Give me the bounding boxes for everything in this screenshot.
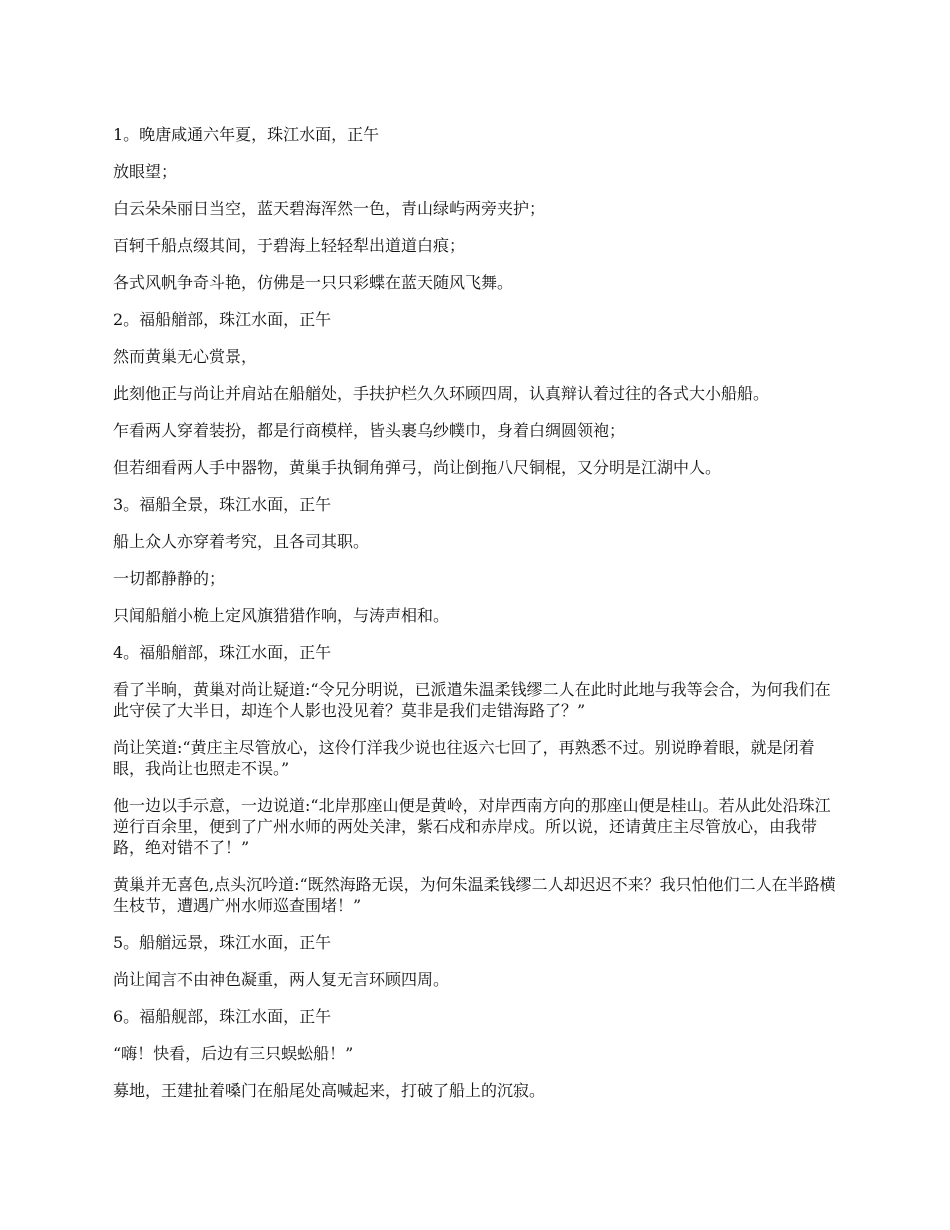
scene-heading: 2。福船艏部，珠江水面，正午 [113, 310, 332, 329]
paragraph: 看了半晌，黄巢对尚让疑道:“令兄分明说，已派遣朱温柔钱缪二人在此时此地与我等会合，为何我们在此守侯了大半日，却连个人影也没见着？莫非是我们走错海路了？” [113, 680, 831, 720]
paragraph: 放眼望； [113, 162, 178, 181]
paragraph: 尚让闻言不由神色凝重，两人复无言环顾四周。 [113, 970, 450, 989]
scene-heading: 3。福船全景，珠江水面，正午 [113, 495, 332, 514]
paragraph: 乍看两人穿着装扮，都是行商模样，皆头裹乌纱幞巾，身着白绸圆领袍； [113, 421, 626, 440]
scene-heading: 4。福船艏部，珠江水面，正午 [113, 643, 332, 662]
scene-heading: 5。船艏远景，珠江水面，正午 [113, 933, 332, 952]
paragraph: 白云朵朵丽日当空，蓝天碧海浑然一色，青山绿屿两旁夹护； [113, 199, 546, 218]
paragraph: “嗨！快看，后边有三只蜈蚣船！” [113, 1044, 354, 1063]
paragraph: 然而黄巢无心赏景， [113, 347, 258, 366]
paragraph: 各式风帆争奇斗艳，仿佛是一只只彩蝶在蓝天随风飞舞。 [113, 273, 514, 292]
paragraph: 他一边以手示意，一边说道:“北岸那座山便是黄岭，对岸西南方向的那座山便是桂山。若从此处沿珠江逆行百余里，便到了广州水师的两处关津，紫石戍和赤岸戍。所以说，还请黄庄主尽管放心，由我带路，绝对错不了！” [113, 796, 831, 857]
scene-heading: 6。福船舰部，珠江水面，正午 [113, 1007, 332, 1026]
paragraph: 黄巢并无喜色,点头沉吟道:“既然海路无误，为何朱温柔钱缪二人却迟迟不来？我只怕他们二人在半路横生枝节，遭遇广州水师巡查围堵！” [113, 875, 836, 915]
paragraph: 尚让笑道:“黄庄主尽管放心，这伶仃洋我少说也往返六七回了，再熟悉不过。别说睁着眼，就是闭着眼，我尚让也照走不误。” [113, 738, 815, 778]
paragraph: 只闻船艏小桅上定风旗猎猎作响，与涛声相和。 [113, 606, 450, 625]
paragraph: 船上众人亦穿着考究，且各司其职。 [113, 532, 370, 551]
document-body [113, 124, 840, 1117]
scene-heading: 1。晚唐咸通六年夏，珠江水面，正午 [113, 125, 380, 144]
paragraph: 但若细看两人手中器物，黄巢手执铜角弹弓，尚让倒拖八尺铜棍，又分明是江湖中人。 [113, 458, 722, 477]
paragraph: 此刻他正与尚让并肩站在船艏处，手扶护栏久久环顾四周，认真辩认着过往的各式大小船船。 [113, 384, 770, 403]
paragraph: 一切都静静的； [113, 569, 226, 588]
paragraph: 百轲千船点缀其间，于碧海上轻轻犁出道道白痕； [113, 236, 466, 255]
paragraph: 募地，王建扯着嗓门在船尾处高喊起来，打破了船上的沉寂。 [113, 1081, 546, 1100]
